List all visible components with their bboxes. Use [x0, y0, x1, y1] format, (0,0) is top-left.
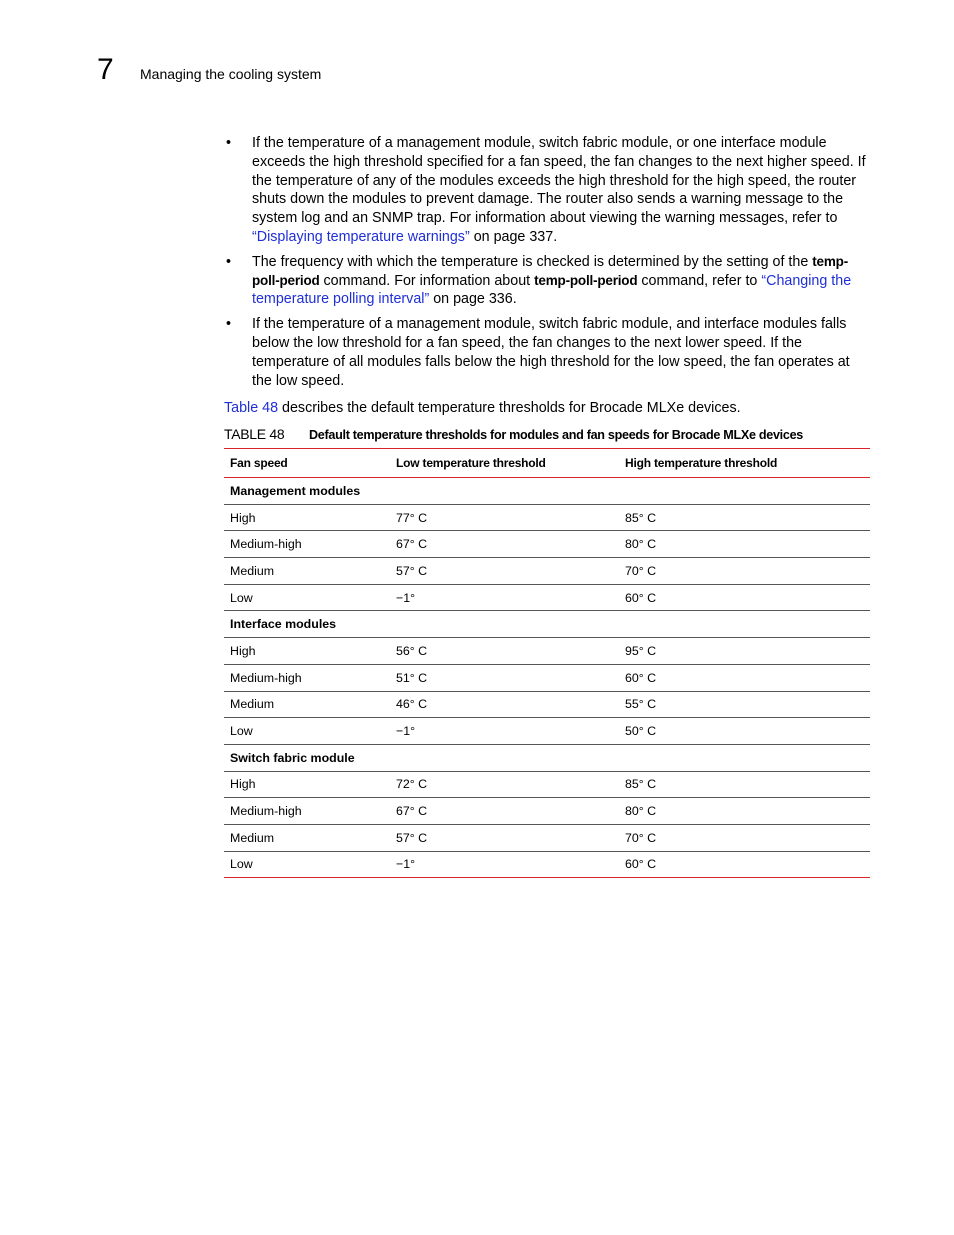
- cell-low-threshold: 51° C: [390, 664, 619, 691]
- cell-low-threshold: 67° C: [390, 531, 619, 558]
- table-row: [224, 691, 870, 718]
- bullet-text: command, refer to: [637, 272, 762, 289]
- table-row: [224, 504, 870, 531]
- table-row: [224, 718, 870, 745]
- cell-fan-speed: Medium: [224, 824, 390, 851]
- cell-low-threshold: 56° C: [390, 638, 619, 665]
- bullet-item: [224, 253, 872, 309]
- cell-fan-speed: Medium-high: [224, 664, 390, 691]
- bullet-text: command. For information about: [319, 272, 535, 289]
- cell-fan-speed: Low: [224, 718, 390, 745]
- cell-fan-speed: Medium: [224, 691, 390, 718]
- bullet-dot: •: [226, 316, 232, 333]
- bullet-text: The frequency with which the temperature is checked is determined by the setting of the: [252, 253, 813, 270]
- cell-low-threshold: −1°: [396, 857, 416, 872]
- cell-fan-speed: Medium-high: [224, 798, 390, 825]
- group-label: Switch fabric module: [224, 744, 870, 771]
- table-row: [224, 771, 870, 798]
- bullet-dot: •: [226, 253, 232, 270]
- cell-low-threshold: 67° C: [390, 798, 619, 825]
- bullet-item: [224, 134, 872, 247]
- cell-fan-speed: High: [224, 638, 390, 665]
- group-row: [224, 478, 870, 505]
- table-intro-text: describes the default temperature thresholds for Brocade MLXe devices.: [278, 400, 741, 416]
- header-low-threshold: Low temperature threshold: [390, 449, 619, 478]
- bullet-text: If the temperature of a management module, switch fabric module, or one interface module exceeds the high threshold specified for a fan speed, the fan changes to the next higher speed. If the temperature of any of the modules exceeds the high threshold for the high speed, the router shuts down the modules to prevent damage. The router also sends a warning message to the system log and an SNMP trap. For information about viewing the warning messages, refer to: [252, 135, 866, 227]
- cell-high-threshold: 70° C: [619, 824, 870, 851]
- cell-low-threshold: 72° C: [390, 771, 619, 798]
- table-row: [224, 531, 870, 558]
- table-row: [224, 584, 870, 611]
- group-row: [224, 744, 870, 771]
- cell-low-threshold: −1°: [390, 718, 619, 745]
- bullet-text: If the temperature of a management module, switch fabric module, and interface modules falls below the low threshold for a fan speed, the fan changes to the next lower speed. If the temperature of all modules falls below the high threshold for the low speed, the fan operates at the low speed.: [252, 316, 850, 389]
- group-label: Management modules: [224, 478, 870, 505]
- table-caption-text: Default temperature thresholds for modules and fan speeds for Brocade MLXe devices: [309, 428, 803, 442]
- cell-high-threshold: 60° C: [625, 857, 657, 872]
- cell-high-threshold: 85° C: [619, 504, 870, 531]
- cell-high-threshold: 95° C: [619, 638, 870, 665]
- table-row: [224, 851, 870, 878]
- cell-high-threshold: 70° C: [619, 558, 870, 585]
- cell-low-threshold: 57° C: [390, 824, 619, 851]
- temperature-threshold-table: [224, 448, 870, 878]
- bullet-list: [224, 134, 872, 396]
- bullet-item: [224, 315, 872, 390]
- chapter-title: Managing the cooling system: [140, 66, 322, 82]
- table-row: [224, 664, 870, 691]
- header-high-threshold: High temperature threshold: [619, 449, 870, 478]
- group-label: Interface modules: [224, 611, 870, 638]
- header-fan-speed: Fan speed: [224, 449, 390, 478]
- command-name: temp-poll-period: [252, 253, 849, 288]
- cell-fan-speed: Low: [224, 584, 390, 611]
- cell-high-threshold: 80° C: [619, 798, 870, 825]
- table-intro: [224, 399, 741, 417]
- cell-high-threshold: 60° C: [619, 664, 870, 691]
- bullet-text: on page 337.: [469, 228, 558, 245]
- table-header-row: [224, 449, 870, 478]
- cell-fan-speed: Low: [230, 857, 253, 872]
- cross-reference-link[interactable]: “Displaying temperature warnings”: [252, 228, 470, 245]
- cell-high-threshold: 85° C: [619, 771, 870, 798]
- table-row: [224, 558, 870, 585]
- table-tag: TABLE 48: [224, 426, 285, 442]
- cell-low-threshold: 46° C: [390, 691, 619, 718]
- cell-fan-speed: High: [224, 504, 390, 531]
- cell-low-threshold: 57° C: [390, 558, 619, 585]
- bullet-text: on page 336.: [429, 291, 517, 308]
- cell-high-threshold: 80° C: [619, 531, 870, 558]
- command-name: temp-poll-period: [534, 272, 638, 288]
- cell-low-threshold: 77° C: [390, 504, 619, 531]
- cell-low-threshold: −1°: [390, 584, 619, 611]
- group-row: [224, 611, 870, 638]
- table-reference-link[interactable]: Table 48: [224, 400, 279, 416]
- cell-high-threshold: 50° C: [619, 718, 870, 745]
- cell-fan-speed: Medium-high: [224, 531, 390, 558]
- table-row: [224, 824, 870, 851]
- cross-reference-link[interactable]: “Changing the temperature polling interval”: [252, 272, 852, 308]
- cell-high-threshold: 60° C: [619, 584, 870, 611]
- cell-fan-speed: High: [224, 771, 390, 798]
- table-row: [224, 638, 870, 665]
- chapter-number: 7: [97, 53, 114, 86]
- cell-fan-speed: Medium: [224, 558, 390, 585]
- table-row: [224, 798, 870, 825]
- table-caption: [224, 425, 870, 444]
- bullet-dot: •: [226, 135, 232, 151]
- table-body: [224, 478, 870, 878]
- cell-high-threshold: 55° C: [619, 691, 870, 718]
